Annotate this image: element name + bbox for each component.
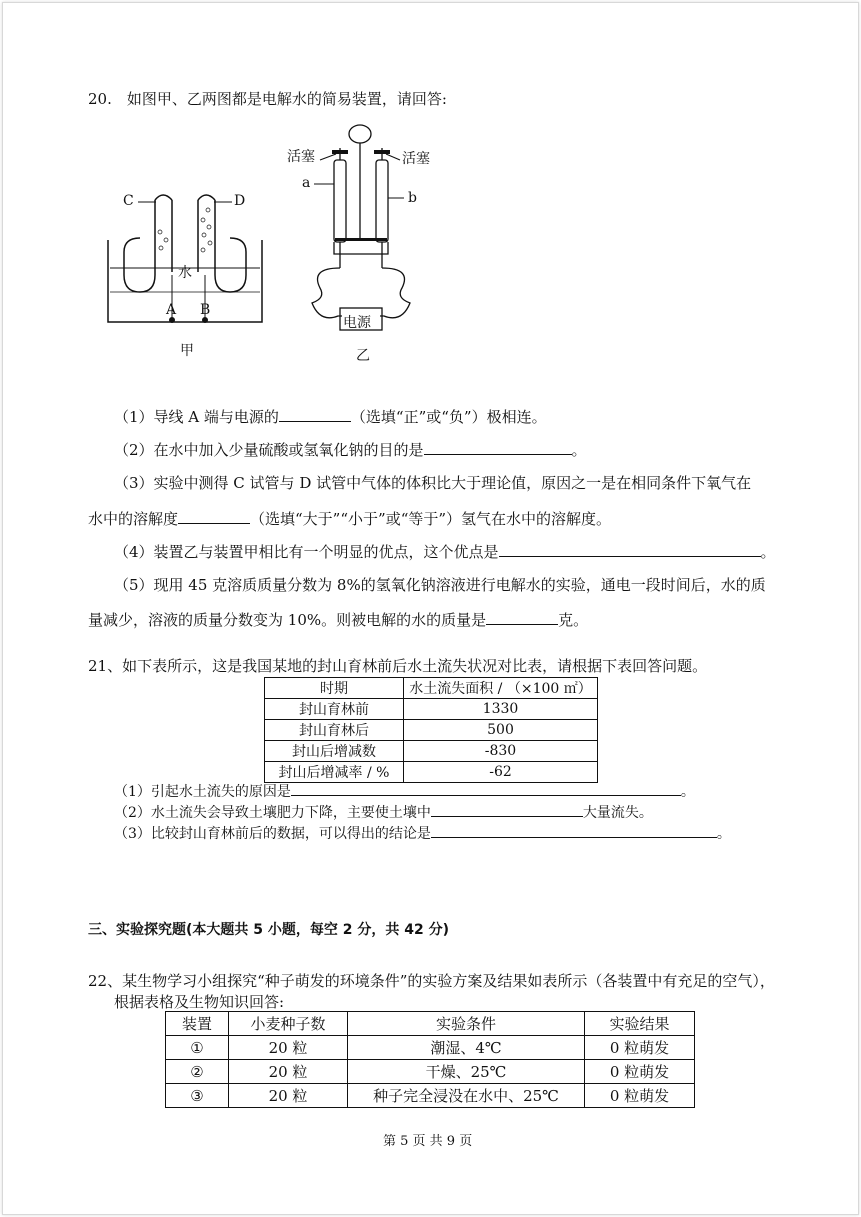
table-cell: ③	[166, 1084, 229, 1108]
table-cell: 封山后增减数	[265, 741, 404, 762]
label-valve-left: 活塞	[287, 149, 315, 165]
q20-part1: （1）导线 A 端与电源的 （选填“正”或“负”）极相连。	[114, 408, 547, 426]
q21-part2: （2）水土流失会导致土壤肥力下降，主要使土壤中 大量流失。	[114, 801, 653, 823]
q22-line2: 根据表格及生物知识回答:	[114, 993, 285, 1011]
table-header: 装置	[166, 1012, 229, 1036]
table-cell: 0 粒萌发	[585, 1060, 695, 1084]
table-header-row	[166, 1012, 695, 1036]
label-terminal-b: B	[200, 302, 211, 318]
q20-part5-line1: （5）现用 45 克溶质质量分数为 8%的氢氧化钠溶液进行电解水的实验，通电一段时间后，水的质	[114, 576, 766, 594]
table-cell: 干燥、25℃	[348, 1060, 585, 1084]
q22-table	[165, 1011, 695, 1108]
table-cell: ①	[166, 1036, 229, 1060]
answer-blank[interactable]	[431, 822, 717, 838]
q20-part2: （2）在水中加入少量硫酸或氢氧化钠的目的是 。	[114, 441, 587, 459]
q20-part3-line1: （3）实验中测得 C 试管与 D 试管中气体的体积比大于理论值，原因之一是在相同条件下氧气在	[114, 474, 752, 492]
table-header: 实验结果	[585, 1012, 695, 1036]
table-cell: 0 粒萌发	[585, 1084, 695, 1108]
table-header-row	[265, 678, 598, 699]
table-cell: -62	[404, 762, 598, 783]
table-cell: 封山后增减率 / %	[265, 762, 404, 783]
q21-part1: （1）引起水土流失的原因是 。	[114, 780, 695, 802]
table-row	[265, 720, 598, 741]
table-cell: -830	[404, 741, 598, 762]
answer-blank[interactable]	[499, 541, 761, 557]
caption-yi: 乙	[356, 348, 370, 364]
table-cell: 封山育林后	[265, 720, 404, 741]
q20-part4: （4）装置乙与装置甲相比有一个明显的优点，这个优点是 。	[114, 543, 776, 561]
table-row	[265, 741, 598, 762]
table-cell: 500	[404, 720, 598, 741]
section-title: 三、实验探究题(本大题共 5 小题，每空 2 分，共 42 分)	[88, 922, 450, 938]
table-cell: 0 粒萌发	[585, 1036, 695, 1060]
table-cell: 20 粒	[229, 1060, 348, 1084]
answer-blank[interactable]	[279, 406, 351, 422]
table-header: 实验条件	[348, 1012, 585, 1036]
table-cell: 封山育林前	[265, 699, 404, 720]
q20-part5-line2: 量减少，溶液的质量分数变为 10%。则被电解的水的质量是 克。	[88, 611, 589, 629]
label-c: C	[123, 193, 134, 209]
label-water: 水	[178, 265, 192, 281]
caption-jia: 甲	[180, 343, 194, 359]
table-cell: 种子完全浸没在水中、25℃	[348, 1084, 585, 1108]
table-row	[265, 699, 598, 720]
label-d: D	[234, 193, 246, 209]
table-row	[166, 1036, 695, 1060]
table-cell: 潮湿、4℃	[348, 1036, 585, 1060]
table-row	[166, 1060, 695, 1084]
label-valve-right: 活塞	[402, 151, 430, 167]
answer-blank[interactable]	[178, 508, 250, 524]
table-header: 小麦种子数	[229, 1012, 348, 1036]
q20-part3-line2: 水中的溶解度 （选填“大于”“小于”或“等于”）氢气在水中的溶解度。	[88, 510, 612, 528]
q21-part3: （3）比较封山育林前后的数据，可以得出的结论是 。	[114, 822, 731, 844]
label-terminal-a: A	[166, 302, 177, 318]
table-cell: 20 粒	[229, 1036, 348, 1060]
answer-blank[interactable]	[431, 801, 583, 817]
q21-title: 21、如下表所示，这是我国某地的封山育林前后水土流失状况对比表，请根据下表回答问题。	[88, 657, 708, 675]
answer-blank[interactable]	[424, 439, 572, 455]
table-cell: 1330	[404, 699, 598, 720]
table-cell: ②	[166, 1060, 229, 1084]
q20-title: 20. 如图甲、乙两图都是电解水的简易装置，请回答:	[88, 90, 447, 108]
answer-blank[interactable]	[291, 780, 681, 796]
label-tube-a: a	[302, 175, 311, 191]
table-header: 时期	[265, 678, 404, 699]
table-cell: 20 粒	[229, 1084, 348, 1108]
label-power: 电源	[343, 315, 371, 331]
table-header: 水土流失面积 / （×100 ㎡）	[404, 678, 598, 699]
answer-blank[interactable]	[486, 609, 558, 625]
table-row	[166, 1084, 695, 1108]
label-tube-b: b	[408, 190, 417, 206]
q21-table	[264, 677, 598, 783]
page-footer: 第 5 页 共 9 页	[383, 1134, 473, 1149]
q22-line1: 22、某生物学习小组探究“种子萌发的环境条件”的实验方案及结果如表所示（各装置中有充足的空气），	[88, 972, 775, 990]
